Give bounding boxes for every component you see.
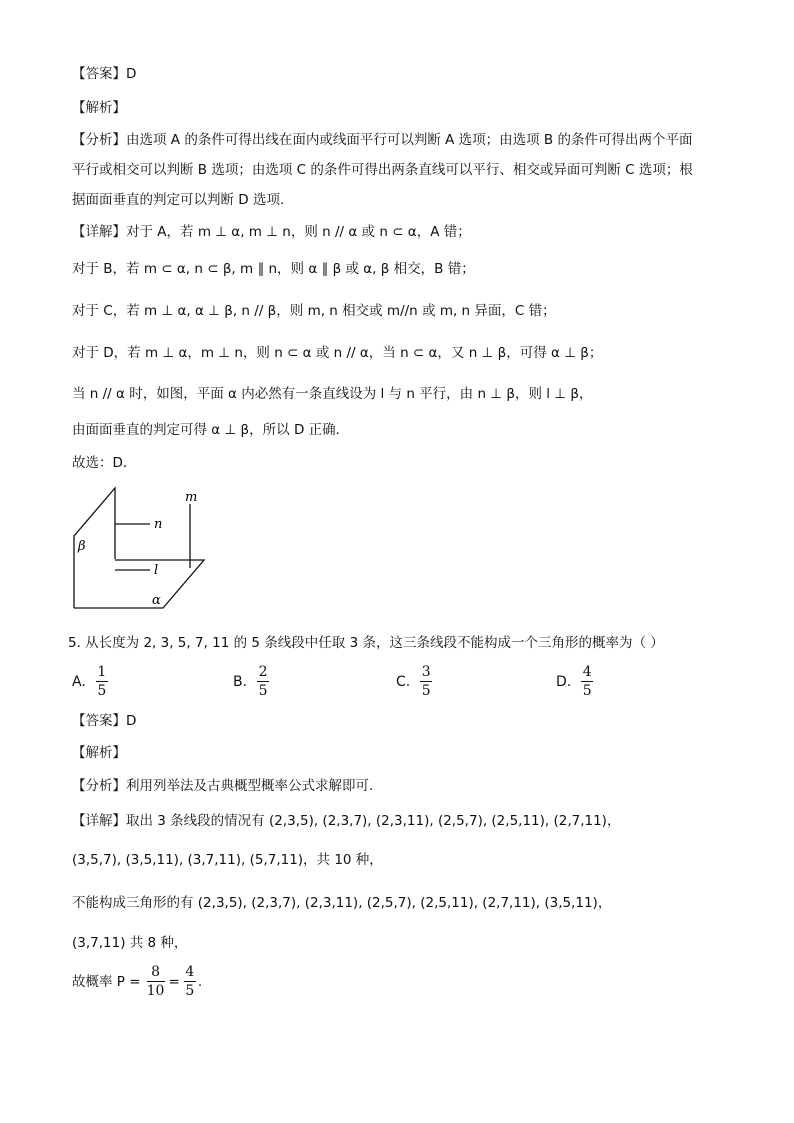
q4-detail-line-5: 当 n // α 时，如图，平面 α 内必然有一条直线设为 l 与 n 平行，由 n ⊥ β，则 l ⊥ β， <box>72 386 593 402</box>
q5-probability: 故概率 P = $\frac{8}{10}$ = $\frac{4}{5}$ . <box>72 964 203 999</box>
label-alpha: α <box>152 593 161 608</box>
q4-choose: 故选：D． <box>72 455 137 471</box>
q4-detail-line-3: 对于 C，若 m ⊥ α, α ⊥ β, n // β，则 m, n 相交或 m//n 或 m, n 异面，C 错； <box>72 303 556 319</box>
prob-fraction-2: $\frac{4}{5}$ <box>185 964 195 999</box>
q4-detail-line-6: 由面面垂直的判定可得 α ⊥ β，所以 D 正确． <box>72 422 350 438</box>
q4-detail-line-2: 对于 B，若 m ⊂ α, n ⊂ β, m ∥ n，则 α ∥ β 或 α, β 相交，B 错； <box>72 261 475 277</box>
q5-analysis: 【分析】利用列举法及古典概型概率公式求解即可. <box>72 778 374 794</box>
q4-detail-line-1: 【详解】对于 A，若 m ⊥ α, m ⊥ n，则 n // α 或 n ⊂ α，A 错； <box>72 224 471 240</box>
q5-detail-line-1: 【详解】取出 3 条线段的情况有 (2,3,5), (2,3,7), (2,3,11), (2,5,7), (2,5,11), (2,7,11)， <box>72 813 621 829</box>
q5-option-d: D. $\frac{4}{5}$ <box>556 664 592 699</box>
label-n: n <box>154 517 163 532</box>
label-beta: β <box>78 539 86 554</box>
q4-analysis-line-2: 平行或相交可以判断 B 选项；由选项 C 的条件可得出两条直线可以平行、相交或异面可判断 C 选项；根 <box>72 162 693 178</box>
q4-analysis-line-3: 据面面垂直的判定可以判断 D 选项. <box>72 192 285 208</box>
q5-option-a: A. $\frac{1}{5}$ <box>72 664 107 699</box>
q5-stem: 5. 从长度为 2, 3, 5, 7, 11 的 5 条线段中任取 3 条，这三条线段不能构成一个三角形的概率为（ ） <box>68 635 664 651</box>
label-l: l <box>154 563 159 578</box>
option-b-fraction: $\frac{2}{5}$ <box>258 664 268 699</box>
q4-analysis-label: 【解析】 <box>72 100 126 116</box>
q5-option-b: B. $\frac{2}{5}$ <box>233 664 268 699</box>
q5-detail-line-4: (3,7,11) 共 8 种， <box>72 935 188 951</box>
q4-analysis-line-1: 【分析】由选项 A 的条件可得出线在面内或线面平行可以判断 A 选项；由选项 B 的条件可得出两个平面 <box>72 132 693 148</box>
prob-fraction-1: $\frac{8}{10}$ <box>146 964 165 999</box>
q5-detail-line-2: (3,5,7), (3,5,11), (3,7,11), (5,7,11)，共 10 种， <box>72 852 383 868</box>
q4-detail-line-4: 对于 D，若 m ⊥ α，m ⊥ n，则 n ⊂ α 或 n // α，当 n ⊂ α，又 n ⊥ β，可得 α ⊥ β； <box>72 345 603 361</box>
label-m: m <box>185 490 198 505</box>
q4-answer: 【答案】D <box>72 66 137 82</box>
option-d-fraction: $\frac{4}{5}$ <box>582 664 592 699</box>
q5-option-c: C. $\frac{3}{5}$ <box>396 664 431 699</box>
geometry-figure <box>66 484 216 616</box>
plane-alpha-edge <box>74 560 204 608</box>
option-a-fraction: $\frac{1}{5}$ <box>97 664 107 699</box>
q5-analysis-label: 【解析】 <box>72 745 126 761</box>
q5-answer: 【答案】D <box>72 713 137 729</box>
q5-detail-line-3: 不能构成三角形的有 (2,3,5), (2,3,7), (2,3,11), (2,5,7), (2,5,11), (2,7,11), (3,5,11)， <box>72 895 612 911</box>
option-c-fraction: $\frac{3}{5}$ <box>421 664 431 699</box>
